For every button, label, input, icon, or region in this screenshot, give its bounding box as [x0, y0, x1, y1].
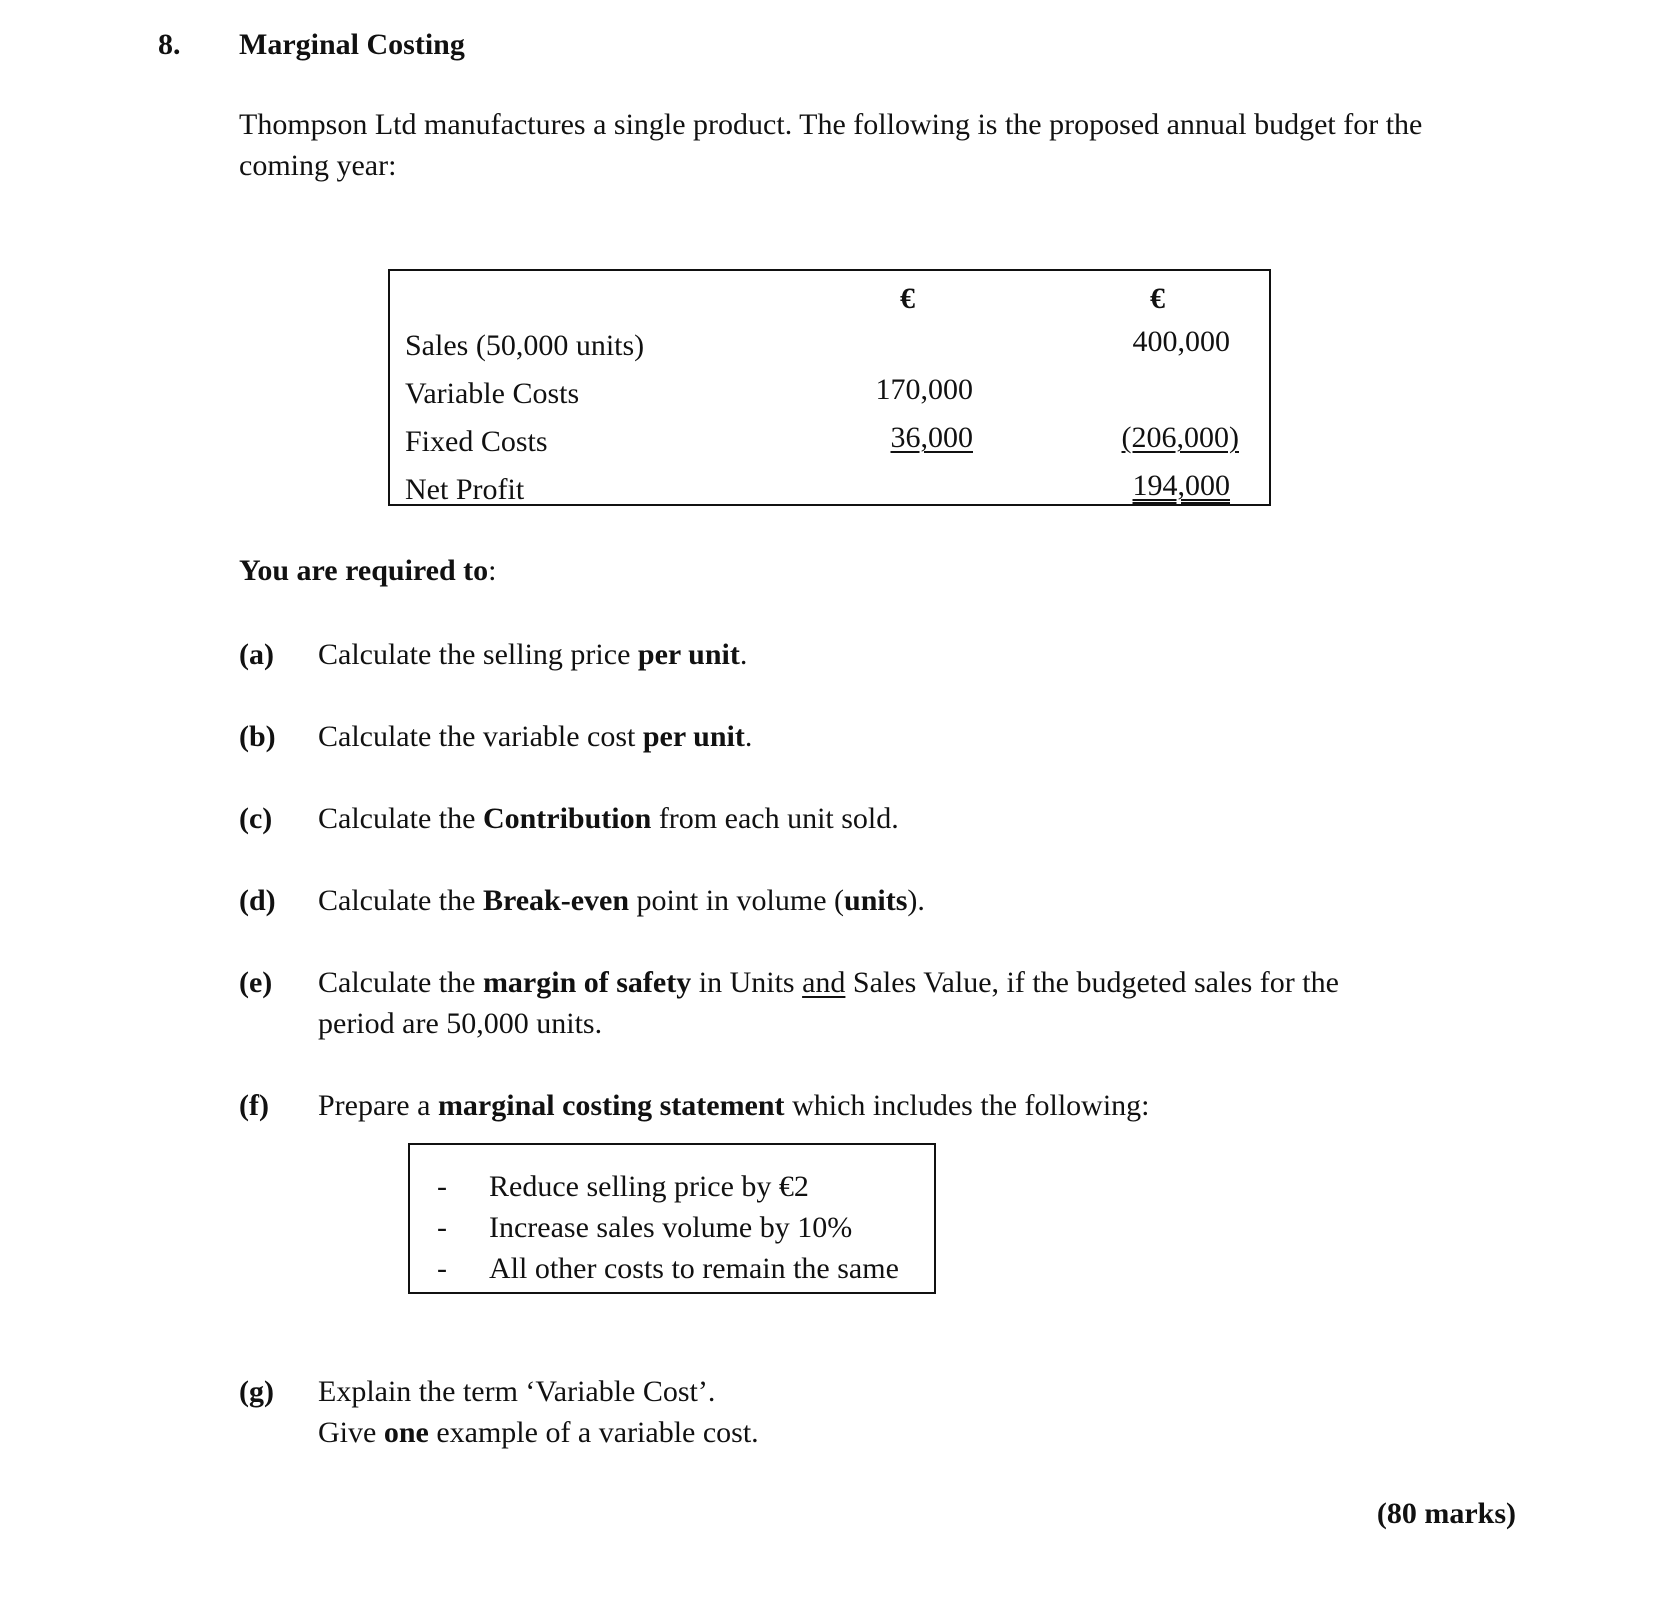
currency-header-col2: €	[1150, 282, 1165, 315]
question-title: Marginal Costing	[239, 28, 465, 61]
scenario-item-1: Reduce selling price by €2	[489, 1170, 809, 1203]
row-value-fixed-costs-col2: (206,000)	[1121, 421, 1239, 454]
scenario-dash-2: -	[437, 1211, 447, 1244]
part-a-label: (a)	[239, 638, 274, 671]
scenario-item-3: All other costs to remain the same	[489, 1252, 899, 1285]
row-label-fixed-costs: Fixed Costs	[405, 425, 548, 458]
row-label-net-profit: Net Profit	[405, 473, 525, 506]
part-a-text: Calculate the selling price per unit.	[318, 638, 748, 671]
part-f-text: Prepare a marginal costing statement which includes the following:	[318, 1089, 1150, 1122]
part-g-text-line-1: Explain the term ‘Variable Cost’.	[318, 1375, 716, 1408]
intro-line-1: Thompson Ltd manufactures a single product. The following is the proposed annual budget for the	[239, 108, 1423, 141]
scenario-dash-3: -	[437, 1252, 447, 1285]
part-b-text: Calculate the variable cost per unit.	[318, 720, 753, 753]
marks: (80 marks)	[1376, 1497, 1516, 1530]
row-value-variable-costs-col1: 170,000	[875, 373, 973, 406]
row-label-sales: Sales (50,000 units)	[405, 329, 645, 362]
part-d-label: (d)	[239, 884, 276, 917]
row-value-fixed-costs-col1: 36,000	[890, 421, 973, 454]
part-e-text-line-1: Calculate the margin of safety in Units and Sales Value, if the budgeted sales for the	[318, 966, 1339, 999]
part-g-label: (g)	[239, 1375, 274, 1408]
part-c-text: Calculate the Contribution from each unit sold.	[318, 802, 899, 835]
row-value-sales-col2: 400,000	[1132, 325, 1230, 358]
currency-header-col1: €	[900, 282, 915, 315]
question-number: 8.	[158, 28, 181, 61]
part-e-text-line-2: period are 50,000 units.	[318, 1007, 603, 1040]
row-value-net-profit-col2: 194,000	[1132, 469, 1230, 502]
part-e-label: (e)	[239, 966, 273, 999]
scenario-dash-1: -	[437, 1170, 447, 1203]
part-f-label: (f)	[239, 1089, 269, 1122]
required-heading: You are required to:	[239, 554, 497, 587]
scenario-item-2: Increase sales volume by 10%	[489, 1211, 853, 1244]
part-b-label: (b)	[239, 720, 276, 753]
part-c-label: (c)	[239, 802, 273, 835]
part-g-text-line-2: Give one example of a variable cost.	[318, 1416, 759, 1449]
part-d-text: Calculate the Break-even point in volume (units).	[318, 884, 925, 917]
intro-line-2: coming year:	[239, 149, 397, 182]
row-label-variable-costs: Variable Costs	[405, 377, 580, 410]
